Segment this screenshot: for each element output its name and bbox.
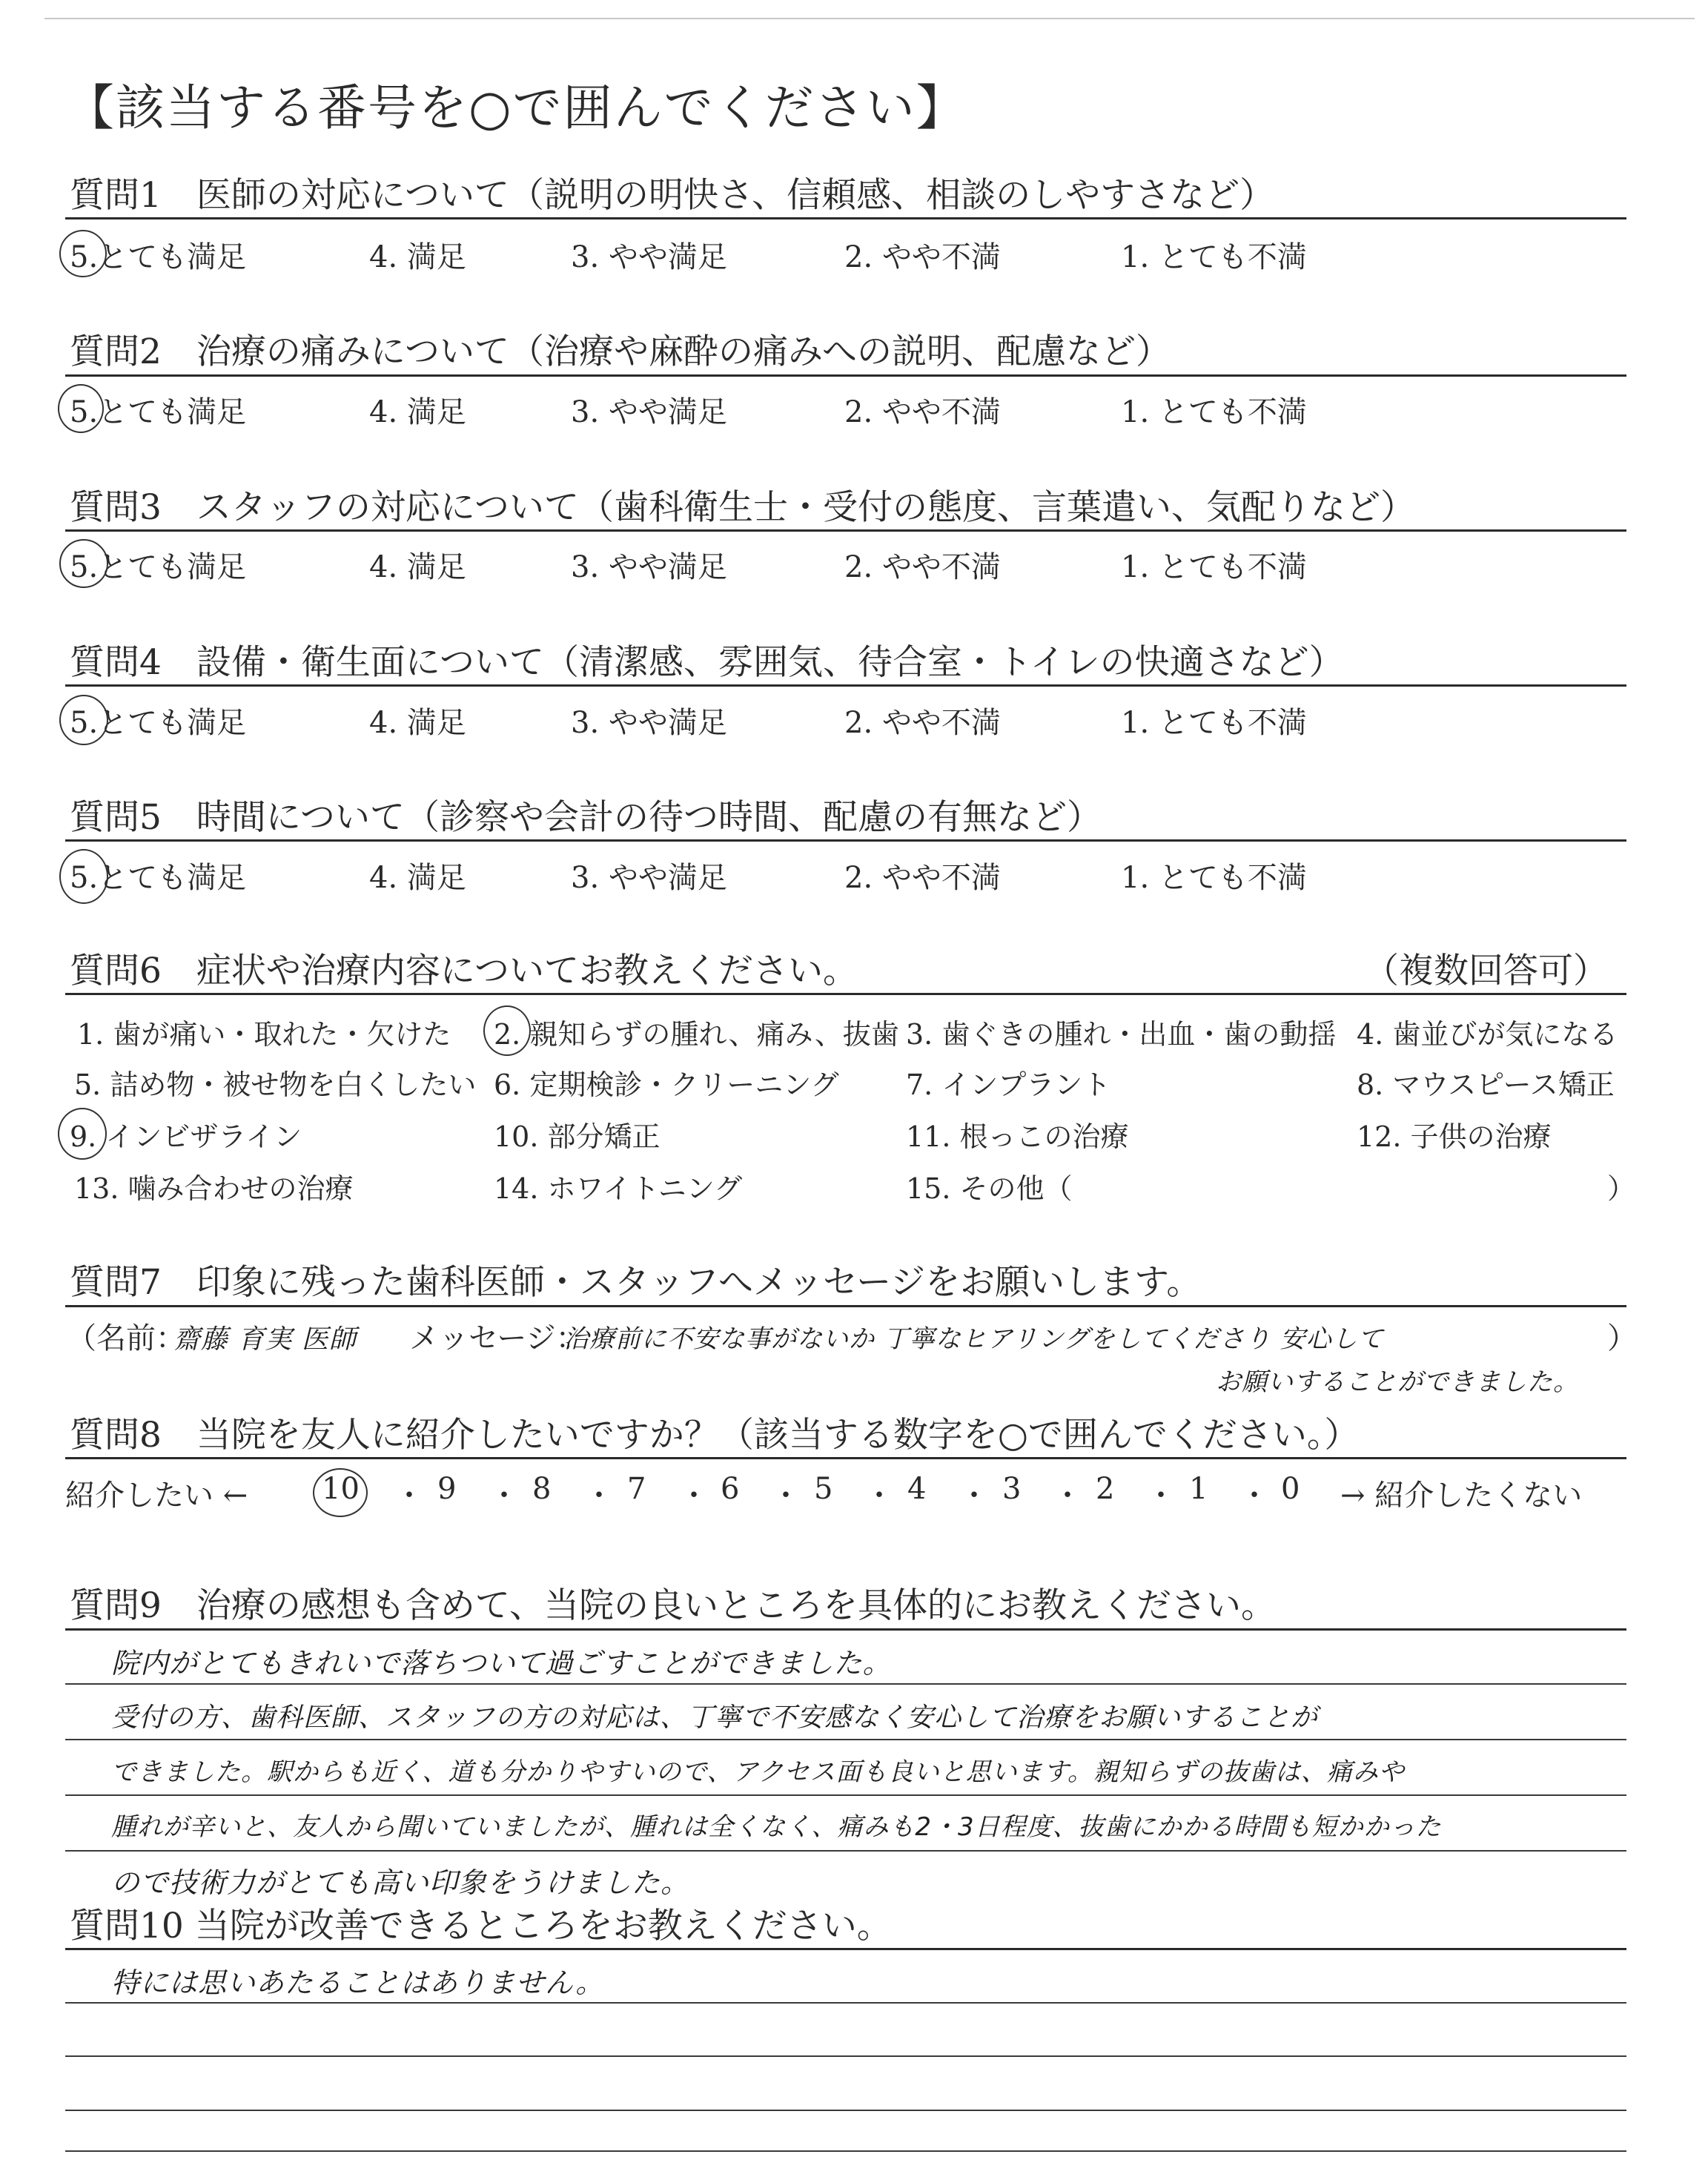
answer-line [65,1739,1626,1740]
symptom-option-8[interactable]: 8. マウスピース矯正 [1357,1069,1615,1101]
recommend-left-label: 紹介したい ← [65,1479,248,1513]
question-10-rule [65,1948,1626,1950]
question-7-title: 質問7 印象に残った歯科医師・スタッフへメッセージをお願いします。 [70,1262,1202,1303]
scale-dot: ・ [1146,1479,1176,1513]
option-2[interactable]: 2. やや不満 [844,240,1001,274]
answer-9-line-1: 院内がとてもきれいで落ちついて過ごすことができました。 [111,1647,892,1680]
option-2[interactable]: 2. やや不満 [844,861,1001,895]
scale-6[interactable]: 6 [721,1472,740,1506]
other-close-paren: ） [1607,1172,1636,1205]
scale-8[interactable]: 8 [532,1472,552,1506]
scale-0[interactable]: 0 [1281,1472,1300,1506]
scale-5[interactable]: 5 [814,1472,833,1506]
question-10-title: 質問10 当院が改善できるところをお教えください。 [70,1906,892,1946]
option-4[interactable]: 4. 満足 [369,861,466,895]
scale-dot: ・ [679,1479,709,1513]
option-4[interactable]: 4. 満足 [369,706,466,740]
answer-line [65,2150,1626,2152]
top-border [44,18,1695,19]
answer-line [65,1794,1626,1796]
option-3[interactable]: 3. やや満足 [571,395,727,429]
question-3-title: 質問3 スタッフの対応について（歯科衛生士・受付の態度、言葉遣い、気配りなど） [70,487,1415,528]
question-6-note: （複数回答可） [1364,951,1608,991]
staff-name: 齋藤 育実 医師 [173,1324,357,1355]
answer-line [65,1850,1626,1852]
scale-dot: ・ [394,1479,424,1513]
question-5-title: 質問5 時間について（診察や会計の待つ時間、配慮の有無など） [70,797,1102,838]
option-1[interactable]: 1. とても不満 [1121,706,1307,740]
question-6-rule [65,993,1626,995]
option-4[interactable]: 4. 満足 [369,550,466,584]
option-3[interactable]: 3. やや満足 [571,861,727,895]
option-3[interactable]: 3. やや満足 [571,550,727,584]
option-5[interactable]: 5.とても満足 [70,706,247,740]
option-4[interactable]: 4. 満足 [369,395,466,429]
option-1[interactable]: 1. とても不満 [1121,861,1307,895]
question-9-rule [65,1628,1626,1631]
symptom-option-11[interactable]: 11. 根っこの治療 [906,1120,1129,1153]
scale-dot: ・ [771,1479,801,1513]
name-label: （名前： [67,1321,185,1355]
symptom-option-4[interactable]: 4. 歯並びが気になる [1357,1018,1618,1051]
question-5-rule [65,839,1626,842]
question-1-title: 質問1 医師の対応について（説明の明快さ、信頼感、相談のしやすさなど） [70,175,1275,216]
answer-line [65,1683,1626,1685]
scale-4[interactable]: 4 [907,1472,927,1506]
option-1[interactable]: 1. とても不満 [1121,240,1307,274]
symptom-option-5[interactable]: 5. 詰め物・被せ物を白くしたい [74,1069,477,1101]
question-8-title: 質問8 当院を友人に紹介したいですか？（該当する数字を○で囲んでください。） [70,1415,1360,1456]
question-8-rule [65,1457,1626,1459]
symptom-option-6[interactable]: 6. 定期検診・クリーニング [494,1069,839,1101]
message-text-line-2: お願いすることができました。 [1216,1367,1579,1397]
question-1-rule [65,217,1626,219]
scale-dot: ・ [584,1479,614,1513]
question-6-title: 質問6 症状や治療内容についてお教えください。 [70,951,858,991]
message-close-paren: ） [1607,1321,1637,1355]
message-text-line-1: 治療前に不安な事がないか 丁寧なヒアリングをしてくださり 安心して [563,1324,1384,1354]
symptom-option-13[interactable]: 13. 噛み合わせの治療 [74,1172,354,1205]
question-2-title: 質問2 治療の痛みについて（治療や麻酔の痛みへの説明、配慮など） [70,331,1171,372]
scale-9[interactable]: 9 [437,1472,457,1506]
answer-9-line-4: 腫れが辛いと、友人から聞いていましたが、腫れは全くなく、痛みも2・3日程度、抜歯にかかる時間も短かかった [111,1812,1442,1842]
option-1[interactable]: 1. とても不満 [1121,395,1307,429]
scale-7[interactable]: 7 [627,1472,646,1506]
recommend-right-label: → 紹介したくない [1340,1479,1583,1513]
answer-line [65,2110,1626,2111]
question-4-title: 質問4 設備・衛生面について（清潔感、雰囲気、待合室・トイレの快適さなど） [70,642,1344,683]
symptom-option-15[interactable]: 15. その他（ [906,1172,1073,1205]
option-5[interactable]: 5.とても満足 [70,861,247,895]
answer-9-line-5: ので技術力がとても高い印象をうけました。 [111,1866,690,1899]
answer-line [65,2002,1626,2004]
scale-3[interactable]: 3 [1002,1472,1022,1506]
scale-dot: ・ [1053,1479,1082,1513]
option-2[interactable]: 2. やや不満 [844,706,1001,740]
scale-dot: ・ [1239,1479,1269,1513]
option-5[interactable]: 5.とても満足 [70,240,247,274]
scale-1[interactable]: 1 [1189,1472,1208,1506]
scale-10[interactable]: 10 [322,1472,360,1506]
answer-9-line-2: 受付の方、歯科医師、スタッフの方の対応は、丁寧で不安感なく安心して治療をお願いすることが [111,1702,1319,1733]
message-label: メッセージ： [409,1321,586,1355]
option-4[interactable]: 4. 満足 [369,240,466,274]
answer-line [65,2055,1626,2057]
scale-2[interactable]: 2 [1096,1472,1115,1506]
option-3[interactable]: 3. やや満足 [571,706,727,740]
question-3-rule [65,529,1626,532]
question-7-rule [65,1305,1626,1307]
scale-dot: ・ [959,1479,989,1513]
question-2-rule [65,374,1626,377]
symptom-option-2[interactable]: 2. 親知らずの腫れ、痛み、抜歯 [494,1018,899,1051]
answer-9-line-3: できました。駅からも近く、道も分かりやすいので、アクセス面も良いと思います。親知らずの抜歯は、痛みや [111,1757,1405,1787]
scale-dot: ・ [489,1479,519,1513]
instruction-header: 【該当する番号を○で囲んでください】 [65,79,967,136]
symptom-option-14[interactable]: 14. ホワイトニング [494,1172,743,1205]
symptom-option-1[interactable]: 1. 歯が痛い・取れた・欠けた [77,1018,451,1051]
symptom-option-7[interactable]: 7. インプラント [906,1069,1111,1101]
option-2[interactable]: 2. やや不満 [844,550,1001,584]
option-5[interactable]: 5.とても満足 [70,550,247,584]
option-3[interactable]: 3. やや満足 [571,240,727,274]
symptom-option-3[interactable]: 3. 歯ぐきの腫れ・出血・歯の動揺 [906,1018,1337,1051]
option-5[interactable]: 5.とても満足 [70,395,247,429]
question-9-title: 質問9 治療の感想も含めて、当院の良いところを具体的にお教えください。 [70,1585,1276,1626]
option-1[interactable]: 1. とても不満 [1121,550,1307,584]
symptom-option-10[interactable]: 10. 部分矯正 [494,1120,661,1153]
answer-10-line-1: 特には思いあたることはありません。 [111,1966,605,1999]
symptom-option-9[interactable]: 9. インビザライン [70,1120,302,1153]
symptom-option-12[interactable]: 12. 子供の治療 [1357,1120,1552,1153]
option-2[interactable]: 2. やや不満 [844,395,1001,429]
scale-dot: ・ [864,1479,894,1513]
question-4-rule [65,684,1626,687]
